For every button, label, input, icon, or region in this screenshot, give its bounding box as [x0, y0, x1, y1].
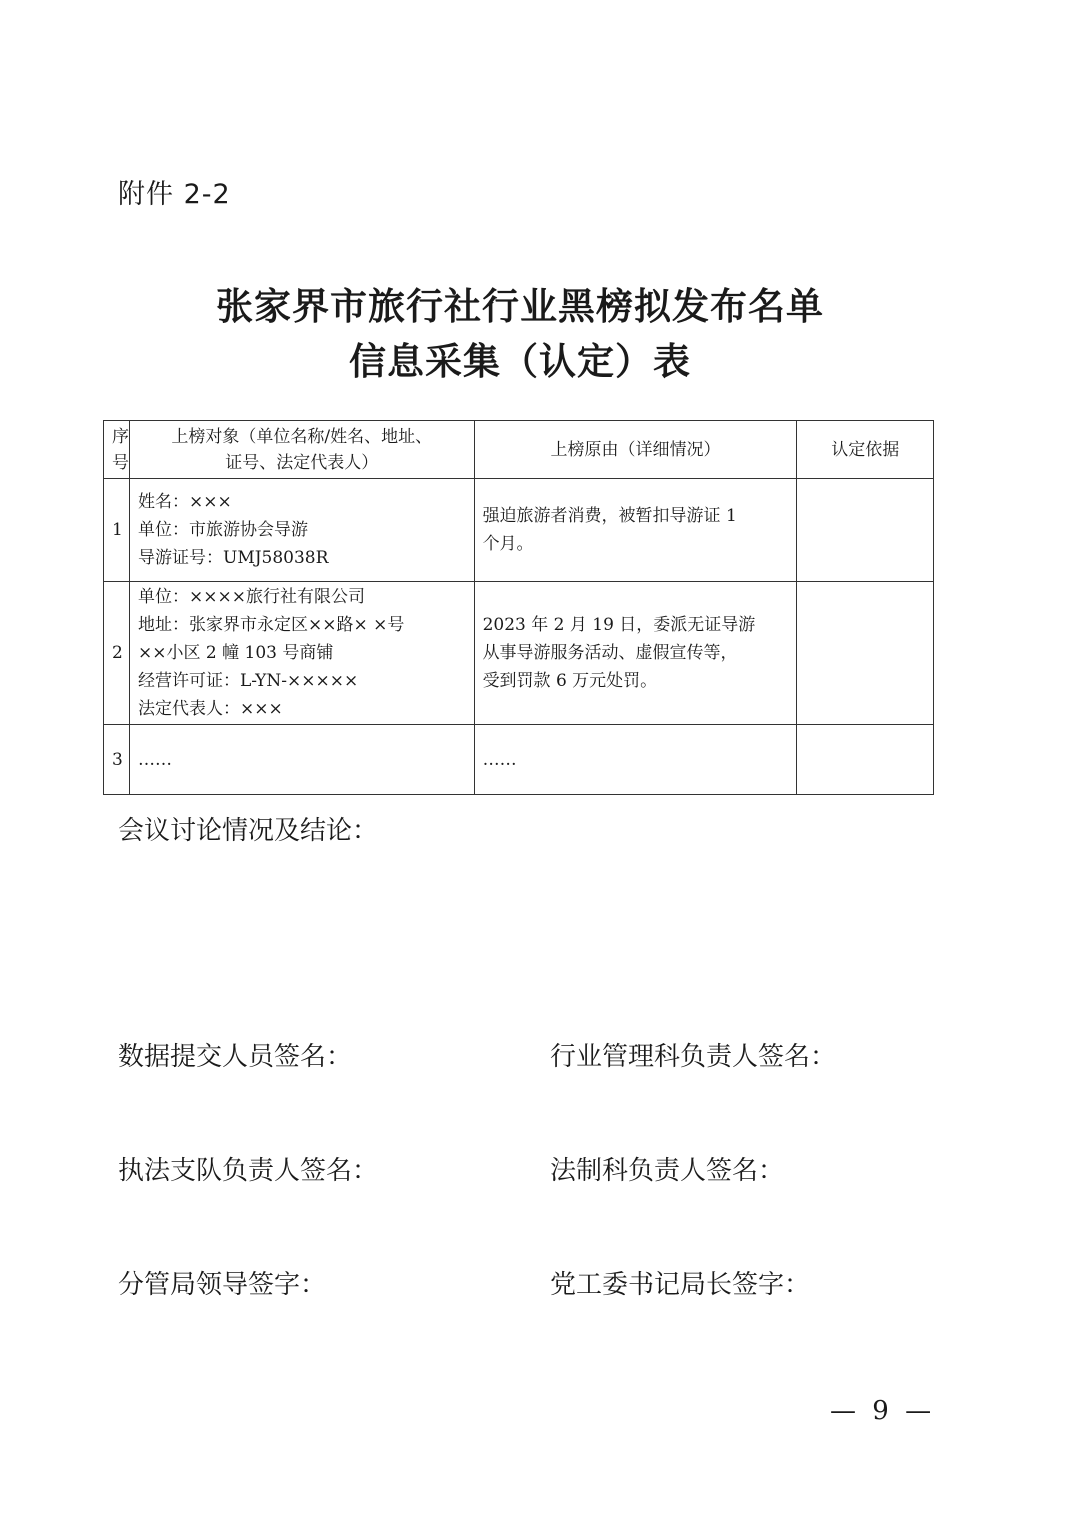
signature-legal-leader: 法制科负责人签名： [550, 1156, 785, 1186]
signature-enforcement-leader: 执法支队负责人签名： [118, 1156, 379, 1186]
signature-data-submitter: 数据提交人员签名： [118, 1042, 353, 1072]
header-basis: 认定依据 [797, 421, 934, 479]
table-row [104, 725, 934, 795]
object-line: 导游证号：UMJ58038R [138, 548, 329, 568]
reason-line: …… [482, 749, 517, 770]
row-seq: 3 [104, 725, 130, 795]
object-line: 姓名：××× [138, 492, 232, 512]
attachment-label: 附件 2-2 [118, 179, 231, 210]
document-title-line-2: 信息采集（认定）表 [349, 339, 691, 383]
page-number: — 9 — [830, 1396, 936, 1426]
row-basis [797, 582, 934, 725]
row-reason [474, 479, 797, 582]
header-object-line: 证号、法定代表人） [225, 452, 379, 473]
row-reason [474, 582, 797, 725]
signature-bureau-leader: 分管局领导签字： [118, 1270, 327, 1300]
document-title-line-1: 张家界市旅行社行业黑榜拟发布名单 [216, 284, 824, 328]
row-reason [474, 725, 797, 795]
reason-line: 强迫旅游者消费，被暂扣导游证 1 [482, 506, 737, 526]
info-collection-table [103, 420, 934, 795]
header-object [130, 421, 475, 479]
row-seq: 1 [104, 479, 130, 582]
object-line: 单位：市旅游协会导游 [138, 520, 308, 540]
table-header-row [104, 421, 934, 479]
row-seq: 2 [104, 582, 130, 725]
signature-industry-manager: 行业管理科负责人签名： [550, 1042, 837, 1072]
table-row [104, 582, 934, 725]
reason-line: 2023 年 2 月 19 日，委派无证导游 [482, 615, 756, 635]
object-line: 单位：××××旅行社有限公司 [138, 587, 365, 607]
row-object [130, 725, 475, 795]
object-line: ××小区 2 幢 103 号商铺 [138, 643, 334, 663]
reason-line: 个月。 [482, 534, 534, 554]
header-object-line: 上榜对象（单位名称/姓名、地址、 [171, 426, 433, 447]
reason-line: 受到罚款 6 万元处罚。 [482, 671, 658, 691]
row-basis [797, 725, 934, 795]
header-seq-line: 号 [112, 452, 129, 473]
row-basis [797, 479, 934, 582]
row-object [130, 479, 475, 582]
header-reason: 上榜原由（详细情况） [474, 421, 797, 479]
header-seq [104, 421, 130, 479]
header-seq-line: 序 [112, 426, 129, 447]
object-line: 法定代表人：××× [138, 699, 283, 719]
row-object [130, 582, 475, 725]
signature-party-secretary: 党工委书记局长签字： [550, 1270, 811, 1300]
table-row [104, 479, 934, 582]
object-line: …… [138, 749, 172, 770]
reason-line: 从事导游服务活动、虚假宣传等， [482, 643, 738, 663]
object-line: 经营许可证：L-YN-××××× [138, 671, 359, 691]
object-line: 地址：张家界市永定区××路× ×号 [138, 615, 405, 635]
discussion-conclusion-label: 会议讨论情况及结论： [118, 816, 379, 846]
